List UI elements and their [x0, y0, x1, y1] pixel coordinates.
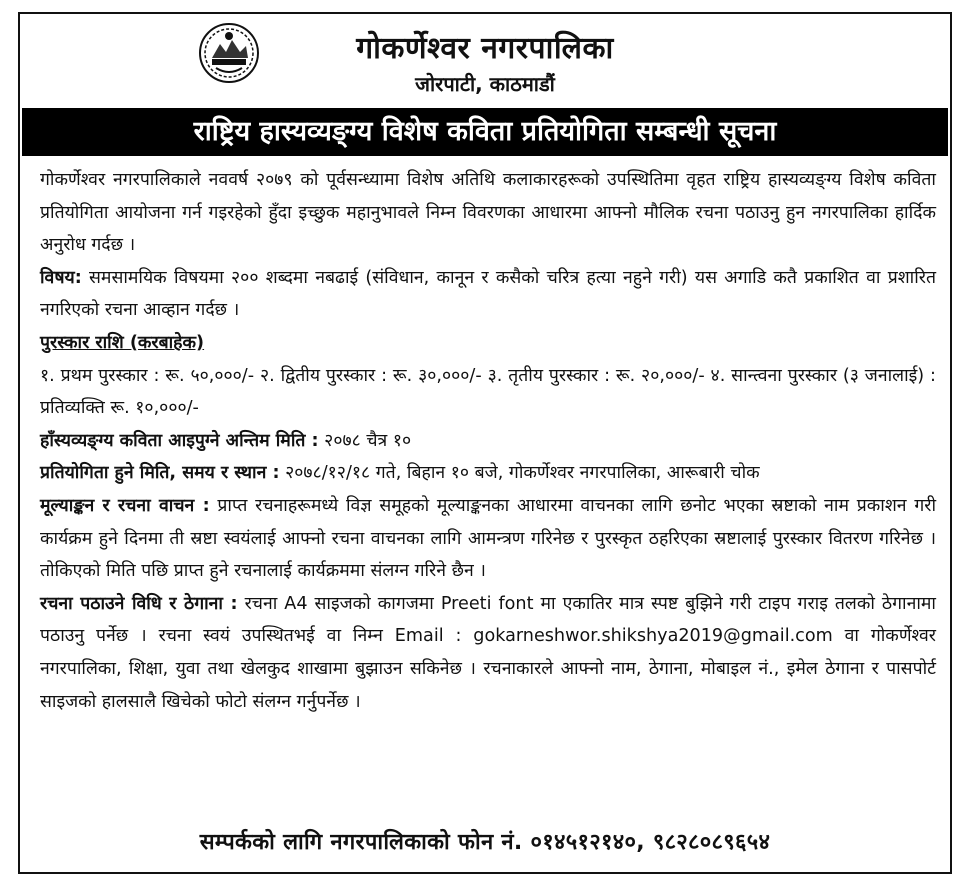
event-label: प्रतियोगिता हुने मिति, समय र स्थान : — [40, 463, 280, 484]
notice — [18, 12, 952, 874]
prize-heading — [40, 327, 936, 360]
evaluation-label: मूल्याङ्कन र रचना वाचन : — [40, 495, 210, 516]
deadline-paragraph — [40, 425, 936, 458]
evaluation-text: प्राप्त रचनाहरूमध्ये विज्ञ समूहको मूल्याङ्कनका आधारमा वाचनका लागि छनोट भएका स्रष्टाको नाम प्रकाशन गरी कार्यक्रम हुने दिनमा ती स्रष्टा स्वयंलाई आफ्नो रचना वाचनका लागि आमन्त्रण गरिनेछ र पुरस्कृत ठहरिएका स्रष्टालाई पुरस्कार वितरण गरिनेछ । तोकिएको मिति पछि प्राप्त हुने रचनालाई कार्यक्रममा संलग्न गरिने छैन । — [40, 495, 936, 582]
submission-text: रचना A4 साइजको कागजमा Preeti font मा एकातिर मात्र स्पष्ट बुझिने गरी टाइप गराइ तलको ठेगानामा पठाउनु पर्नेछ । रचना स्वयं उपस्थितभई वा निम्न Email : gokarneshwor.shikshya2019@gmail.com वा गोकर्णेश्वर नगरपालिका, शिक्षा, युवा तथा खेलकुद शाखामा बुझाउन सकिनेछ । रचनाकारले आफ्नो नाम, ठेगाना, मोबाइल नं., इमेल ठेगाना र पासपोर्ट साइजको हालसालै खिचेको फोटो संलग्न गर्नुपर्नेछ । — [40, 593, 936, 712]
event-paragraph — [40, 457, 936, 490]
prize-heading-text: पुरस्कार राशि (करबाहेक) — [40, 332, 205, 353]
subject-text: समसामयिक विषयमा २०० शब्दमा नबढाई (संविधान, कानून र कसैको चरित्र हत्या नहुने गरी) यस अगाडि कतै प्रकाशित वा प्रशारित नगरिएको रचना आव्हान गर्दछ । — [40, 267, 937, 321]
submission-label: रचना पठाउने विधि र ठेगाना : — [40, 593, 238, 614]
notice-title: राष्ट्रिय हास्यव्यङ्ग्य विशेष कविता प्रतियोगिता सम्बन्धी सूचना — [22, 108, 948, 156]
intro-paragraph: गोकर्णेश्वर नगरपालिकाले नववर्ष २०७९ को पूर्वसन्ध्यामा विशेष अतिथि कलाकारहरूको उपस्थितिमा वृहत राष्ट्रिय हास्यव्यङ्ग्य विशेष कविता प्रतियोगिता आयोजना गर्न गइरहेको हुँदा इच्छुक महानुभावले निम्न विवरणका आधारमा आफ्नो मौलिक रचना पठाउनु हुन नगरपालिका हार्दिक अनुरोध गर्दछ । — [40, 170, 936, 256]
subject-paragraph — [40, 262, 936, 327]
evaluation-paragraph — [40, 490, 936, 588]
org-name: गोकर्णेश्वर नगरपालिका — [356, 31, 614, 66]
contact-line: सम्पर्कको लागि नगरपालिकाको फोन नं. ०१४५१२१४०, ९८२८०८९६५४ — [199, 830, 771, 855]
prize-paragraph: १. प्रथम पुरस्कार : रू. ५०,०००/- २. द्वितीय पुरस्कार : रू. ३०,०००/- ३. तृतीय पुरस्कार : रू. २०,०००/- ४. सान्त्वना पुरस्कार (३ जनालाई) : प्रतिव्यक्ति रू. १०,०००/- — [40, 365, 936, 419]
org-location: जोरपाटी, काठमाडौं — [415, 72, 555, 96]
notice-body — [40, 164, 936, 718]
submission-paragraph — [40, 588, 936, 718]
deadline-label: हाँस्यव्यङ्ग्य कविता आइपुग्ने अन्तिम मिति : — [40, 430, 319, 451]
subject-label: विषय: — [40, 267, 82, 288]
deadline-value: २०७८ चैत्र १० — [324, 430, 412, 451]
event-value: २०७८/१२/१८ गते, बिहान १० बजे, गोकर्णेश्वर नगरपालिका, आरूबारी चोक — [285, 463, 760, 484]
